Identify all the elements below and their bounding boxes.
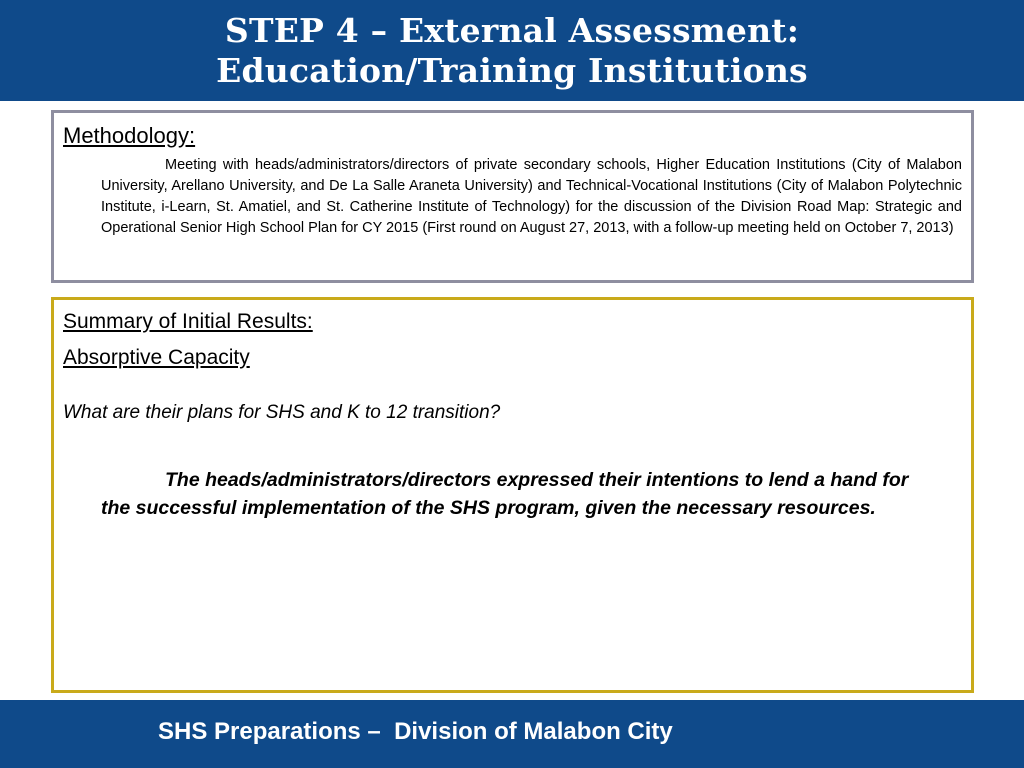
slide-footer [0,700,1024,768]
slide-title-line-2: Education/Training Institutions [216,50,808,90]
absorptive-capacity-heading: Absorptive Capacity [63,346,250,369]
slide-title-line-1: STEP 4 – External Assessment: [224,10,800,50]
summary-question: What are their plans for SHS and K to 12 transition? [63,402,501,423]
summary-heading: Summary of Initial Results: [63,310,313,333]
methodology-text: Meeting with heads/administrators/directors of private secondary schools, Higher Education Institutions (City of Malabon University, Arellano University, and De La Salle Araneta University) and Technical-Vocational Institutions (City of Malabon Polytechnic Institute, i-Learn, St. Amatiel, and St. Catherine Institute of Technology) for the discussion of the Division Road Map: Strategic and Operational Senior High School Plan for CY 2015 (First round on August 27, 2013, with a follow-up meeting held on October 7, 2013) [101,157,962,236]
methodology-box [51,110,974,283]
methodology-heading: Methodology: [63,123,196,148]
summary-answer: The heads/administrators/directors expressed their intentions to lend a hand for the successful implementation of the SHS program, given the necessary resources. [101,469,909,519]
footer-text: SHS Preparations – Division of Malabon City [158,718,673,745]
slide-header [0,0,1024,101]
summary-box [51,297,974,693]
